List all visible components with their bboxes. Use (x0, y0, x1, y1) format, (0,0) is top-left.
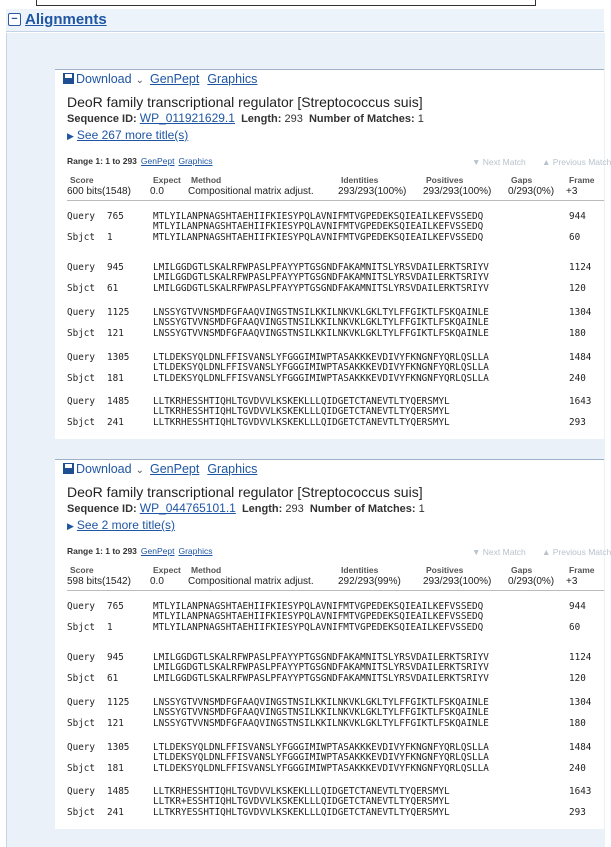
query-seq: LMILGGDGTLSKALRFWPASLPFAYYPTGSGNDFAKAMNITSLYRSVDAILERKTSRIYV (153, 262, 489, 273)
score-header-row (67, 565, 604, 576)
down-triangle-icon: ▼ (472, 157, 481, 167)
sequence-id-link[interactable]: WP_011921629.1 (139, 111, 235, 125)
graphics-link[interactable]: Graphics (207, 72, 258, 86)
score-divider (67, 590, 604, 591)
sbjct-seq: LMILGGDGTLSKALRFWPASLPFAYYPTGSGNDFAKAMNITSLYRSVDAILERKTSRIYV (153, 673, 489, 684)
match-line: LMILGGDGTLSKALRFWPASLPFAYYPTGSGNDFAKAMNITSLYRSVDAILERKTSRIYV (153, 662, 489, 673)
sbjct-end: 293 (569, 807, 586, 818)
chevron-down-icon: ⌄ (135, 465, 144, 476)
sbjct-label: Sbjct (67, 373, 95, 384)
query-start: 1305 (107, 352, 130, 363)
sbjct-seq: MTLYILANPNAGSHTAEHIIFKIESYPQLAVNIFMTVGPEDEKSQIEAILKEFVSSEDQ (153, 622, 484, 633)
up-triangle-icon: ▲ (542, 547, 551, 557)
header-identities: Identities (341, 175, 379, 185)
query-seq: LTLDEKSYQLDNLFFISVANSLYFGGGIMIWPTASAKKKEVDIVYFKNGNFYQRLQSLLA (153, 352, 489, 363)
alignment-block (67, 396, 604, 432)
query-seq: MTLYILANPNAGSHTAEHIIFKIESYPQLAVNIFMTVGPEDEKSQIEAILKEFVSSEDQ (153, 601, 484, 612)
sbjct-label: Sbjct (67, 283, 95, 294)
query-end: 1643 (569, 396, 592, 407)
sbjct-seq: LMILGGDGTLSKALRFWPASLPFAYYPTGSGNDFAKAMNITSLYRSVDAILERKTSRIYV (153, 283, 489, 294)
triangle-right-icon: ▶ (67, 131, 74, 141)
score-score: 598 bits(1542) (67, 576, 131, 587)
sbjct-end: 293 (569, 417, 586, 428)
sbjct-label: Sbjct (67, 807, 95, 818)
match-line: LNSSYGTVVNSMDFGFAAQVINGSTNSILKKILNKVKLGKLTYLFFGIKTLFSKQAINLE (153, 317, 489, 328)
alignment-toolbar (55, 69, 604, 88)
query-start: 945 (107, 652, 124, 663)
genpept-link[interactable]: GenPept (149, 72, 200, 86)
query-seq: LTLDEKSYQLDNLFFISVANSLYFGGGIMIWPTASAKKKEVDIVYFKNGNFYQRLQSLLA (153, 742, 489, 753)
alignment-block (67, 262, 604, 298)
query-start: 1485 (107, 786, 130, 797)
next-match-link[interactable]: ▼ Next Match (472, 547, 526, 557)
sbjct-start: 181 (107, 373, 124, 384)
alignment-toolbar (55, 459, 604, 478)
score-gaps: 0/293(0%) (508, 186, 555, 197)
sbjct-label: Sbjct (67, 622, 95, 633)
sbjct-start: 61 (107, 673, 119, 684)
range-graphics-link[interactable]: Graphics (178, 156, 213, 166)
score-expect: 0.0 (150, 186, 164, 197)
sbjct-label: Sbjct (67, 328, 95, 339)
sbjct-end: 240 (569, 373, 586, 384)
score-divider (67, 200, 604, 201)
query-label: Query (67, 652, 95, 663)
down-triangle-icon: ▼ (472, 547, 481, 557)
match-line: MTLYILANPNAGSHTAEHIIFKIESYPQLAVNIFMTVGPEDEKSQIEAILKEFVSSEDQ (153, 611, 484, 622)
matches-value: 1 (417, 113, 424, 125)
header-positives: Positives (426, 175, 464, 185)
query-seq: LLTKRHESSHTIQHLTGVDVVLKSKEKLLLQIDGETCTANEVTLTYQERSMYL (153, 396, 450, 407)
sbjct-seq: LTLDEKSYQLDNLFFISVANSLYFGGGIMIWPTASAKKKEVDIVYFKNGNFYQRLQSLLA (153, 763, 489, 774)
score-gaps: 0/293(0%) (508, 576, 555, 587)
alignment-card (55, 69, 611, 439)
query-end: 1643 (569, 786, 592, 797)
sbjct-label: Sbjct (67, 673, 95, 684)
match-line: LLTKRHESSHTIQHLTGVDVVLKSKEKLLLQIDGETCTANEVTLTYQERSMYL (153, 406, 450, 417)
score-identities: 293/293(100%) (338, 186, 407, 197)
sbjct-seq: LLTKRYESSHTIQHLTGVDVVLKSKEKLLLQIDGETCTANEVTLTYQERSMYL (153, 807, 450, 818)
alignment-block (67, 601, 604, 637)
match-line: MTLYILANPNAGSHTAEHIIFKIESYPQLAVNIFMTVGPEDEKSQIEAILKEFVSSEDQ (153, 221, 484, 232)
alignment-block (67, 786, 604, 822)
sbjct-seq: LNSSYGTVVNSMDFGFAAQVINGSTNSILKKILNKVKLGKLTYLFFGIKTLFSKQAINLE (153, 718, 489, 729)
query-start: 1125 (107, 697, 130, 708)
header-gaps: Gaps (511, 565, 533, 575)
score-method: Compositional matrix adjust. (188, 576, 314, 587)
download-button[interactable]: Download ⌄ GenPept Graphics (63, 71, 265, 89)
score-frame: +3 (566, 576, 578, 587)
query-seq: MTLYILANPNAGSHTAEHIIFKIESYPQLAVNIFMTVGPEDEKSQIEAILKEFVSSEDQ (153, 211, 484, 222)
alignment-block (67, 352, 604, 388)
query-end: 944 (569, 601, 586, 612)
query-start: 1305 (107, 742, 130, 753)
query-label: Query (67, 601, 95, 612)
range-info: Range 1: 1 to 293 GenPept Graphics (67, 546, 213, 556)
sbjct-end: 180 (569, 718, 586, 729)
match-line: LTLDEKSYQLDNLFFISVANSLYFGGGIMIWPTASAKKKEVDIVYFKNGNFYQRLQSLLA (153, 752, 489, 763)
alignments-title[interactable]: Alignments (25, 11, 107, 28)
hit-meta: Sequence ID: WP_044765101.1 Length: 293 Number of Matches: 1 (67, 501, 425, 515)
score-score: 600 bits(1548) (67, 186, 131, 197)
sbjct-start: 121 (107, 328, 124, 339)
hit-title: DeoR family transcriptional regulator [Streptococcus suis] (67, 94, 423, 110)
hit-title: DeoR family transcriptional regulator [Streptococcus suis] (67, 484, 423, 500)
query-label: Query (67, 262, 95, 273)
header-frame: Frame (569, 565, 595, 575)
sbjct-label: Sbjct (67, 417, 95, 428)
header-gaps: Gaps (511, 175, 533, 185)
alignment-block (67, 211, 604, 247)
query-start: 1485 (107, 396, 130, 407)
match-line: LTLDEKSYQLDNLFFISVANSLYFGGGIMIWPTASAKKKEVDIVYFKNGNFYQRLQSLLA (153, 362, 489, 373)
query-label: Query (67, 396, 95, 407)
up-triangle-icon: ▲ (542, 157, 551, 167)
range-genpept-link[interactable]: GenPept (140, 546, 175, 556)
query-start: 765 (107, 601, 124, 612)
query-label: Query (67, 786, 95, 797)
alignment-block (67, 697, 604, 733)
collapse-toggle-icon[interactable]: − (8, 13, 21, 26)
score-positives: 293/293(100%) (423, 576, 492, 587)
sbjct-seq: LLTKRHESSHTIQHLTGVDVVLKSKEKLLLQIDGETCTANEVTLTYQERSMYL (153, 417, 450, 428)
query-end: 1304 (569, 307, 592, 318)
sbjct-label: Sbjct (67, 232, 95, 243)
header-score: Score (70, 175, 94, 185)
range-info: Range 1: 1 to 293 GenPept Graphics (67, 156, 213, 166)
score-expect: 0.0 (150, 576, 164, 587)
header-positives: Positives (426, 565, 464, 575)
query-end: 1124 (569, 262, 592, 273)
header-frame: Frame (569, 175, 595, 185)
save-icon (63, 73, 74, 84)
previous-box (36, 0, 536, 6)
query-seq: LNSSYGTVVNSMDFGFAAQVINGSTNSILKKILNKVKLGKLTYLFFGIKTLFSKQAINLE (153, 307, 489, 318)
score-row (67, 576, 604, 587)
matches-value: 1 (418, 503, 425, 515)
sbjct-end: 180 (569, 328, 586, 339)
score-method: Compositional matrix adjust. (188, 186, 314, 197)
alignment-block (67, 742, 604, 778)
match-line: LNSSYGTVVNSMDFGFAAQVINGSTNSILKKILNKVKLGKLTYLFFGIKTLFSKQAINLE (153, 707, 489, 718)
sbjct-end: 60 (569, 622, 581, 633)
query-end: 944 (569, 211, 586, 222)
query-start: 765 (107, 211, 124, 222)
match-line: LLTKR+ESSHTIQHLTGVDVVLKSKEKLLLQIDGETCTANEVTLTYQERSMYL (153, 796, 450, 807)
sbjct-end: 120 (569, 283, 586, 294)
query-seq: LNSSYGTVVNSMDFGFAAQVINGSTNSILKKILNKVKLGKLTYLFFGIKTLFSKQAINLE (153, 697, 489, 708)
previous-match-link[interactable]: ▲ Previous Match (542, 547, 611, 557)
query-label: Query (67, 211, 95, 222)
sbjct-start: 1 (107, 232, 113, 243)
graphics-link[interactable]: Graphics (207, 462, 258, 476)
next-match-link[interactable]: ▼ Next Match (472, 157, 526, 167)
query-label: Query (67, 697, 95, 708)
header-method: Method (191, 175, 222, 185)
hit-meta: Sequence ID: WP_011921629.1 Length: 293 Number of Matches: 1 (67, 111, 424, 125)
sequence-id-link[interactable]: WP_044765101.1 (139, 501, 236, 515)
score-header-row (67, 175, 604, 186)
sbjct-start: 241 (107, 807, 124, 818)
alignment-block (67, 652, 604, 688)
triangle-right-icon: ▶ (67, 521, 74, 531)
sbjct-seq: LTLDEKSYQLDNLFFISVANSLYFGGGIMIWPTASAKKKEVDIVYFKNGNFYQRLQSLLA (153, 373, 489, 384)
header-expect: Expect (153, 175, 181, 185)
header-expect: Expect (153, 565, 181, 575)
length-value: 293 (284, 113, 303, 125)
chevron-down-icon: ⌄ (135, 75, 144, 86)
alignment-card (55, 459, 611, 829)
score-positives: 293/293(100%) (423, 186, 492, 197)
sbjct-start: 121 (107, 718, 124, 729)
sbjct-label: Sbjct (67, 763, 95, 774)
download-button[interactable]: Download ⌄ GenPept Graphics (63, 461, 265, 479)
sbjct-start: 241 (107, 417, 124, 428)
query-start: 1125 (107, 307, 130, 318)
score-row (67, 186, 604, 197)
query-end: 1484 (569, 352, 592, 363)
more-titles-link[interactable]: ▶ See 267 more title(s) (67, 128, 189, 142)
sbjct-seq: LNSSYGTVVNSMDFGFAAQVINGSTNSILKKILNKVKLGKLTYLFFGIKTLFSKQAINLE (153, 328, 489, 339)
query-end: 1304 (569, 697, 592, 708)
score-identities: 292/293(99%) (338, 576, 401, 587)
range-graphics-link[interactable]: Graphics (178, 546, 213, 556)
more-titles-link[interactable]: ▶ See 2 more title(s) (67, 518, 175, 532)
sbjct-label: Sbjct (67, 718, 95, 729)
score-frame: +3 (566, 186, 578, 197)
header-score: Score (70, 565, 94, 575)
query-end: 1484 (569, 742, 592, 753)
query-seq: LMILGGDGTLSKALRFWPASLPFAYYPTGSGNDFAKAMNITSLYRSVDAILERKTSRIYV (153, 652, 489, 663)
query-end: 1124 (569, 652, 592, 663)
save-icon (63, 463, 74, 474)
query-seq: LLTKRHESSHTIQHLTGVDVVLKSKEKLLLQIDGETCTANEVTLTYQERSMYL (153, 786, 450, 797)
sbjct-start: 181 (107, 763, 124, 774)
sbjct-start: 61 (107, 283, 119, 294)
alignment-block (67, 307, 604, 343)
sbjct-end: 240 (569, 763, 586, 774)
sbjct-end: 60 (569, 232, 581, 243)
query-label: Query (67, 307, 95, 318)
match-line: LMILGGDGTLSKALRFWPASLPFAYYPTGSGNDFAKAMNITSLYRSVDAILERKTSRIYV (153, 272, 489, 283)
genpept-link[interactable]: GenPept (149, 462, 200, 476)
sbjct-end: 120 (569, 673, 586, 684)
sbjct-start: 1 (107, 622, 113, 633)
query-label: Query (67, 352, 95, 363)
header-identities: Identities (341, 565, 379, 575)
range-genpept-link[interactable]: GenPept (140, 156, 175, 166)
query-start: 945 (107, 262, 124, 273)
sbjct-seq: MTLYILANPNAGSHTAEHIIFKIESYPQLAVNIFMTVGPEDEKSQIEAILKEFVSSEDQ (153, 232, 484, 243)
header-method: Method (191, 565, 222, 575)
length-value: 293 (285, 503, 304, 515)
previous-match-link[interactable]: ▲ Previous Match (542, 157, 611, 167)
query-label: Query (67, 742, 95, 753)
